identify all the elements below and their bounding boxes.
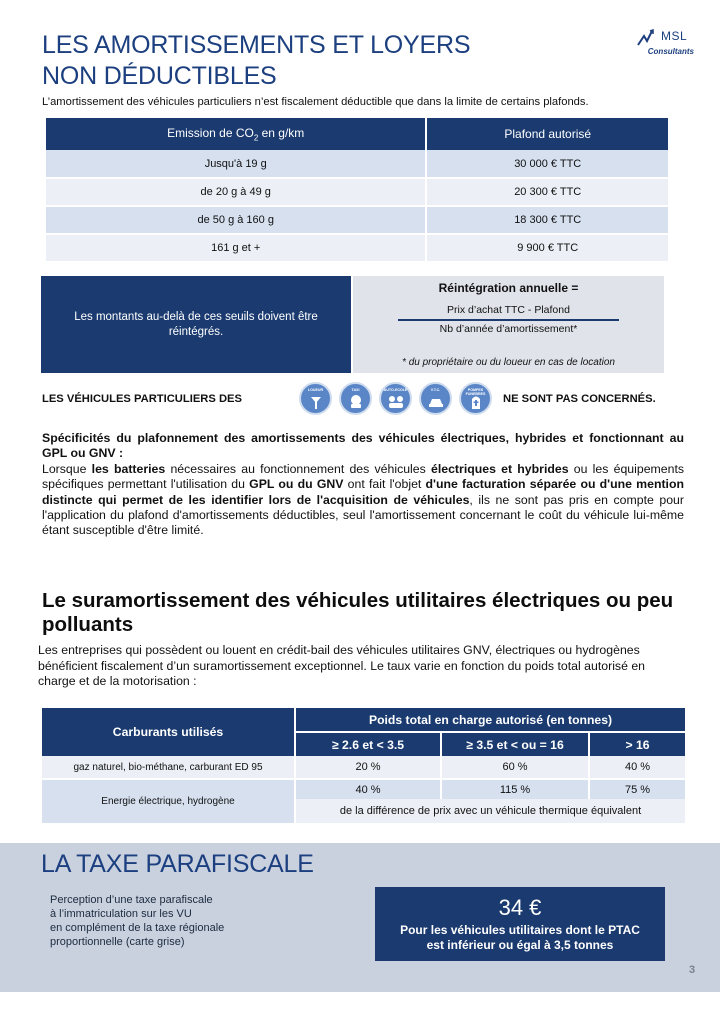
reintegration-note: Les montants au-delà de ces seuils doivent être réintégrés. (41, 276, 351, 373)
formula-footnote: * du propriétaire ou du loueur en cas de location (402, 357, 615, 368)
emission-cell: de 20 g à 49 g (46, 178, 426, 206)
specificites-bold: les batteries (91, 461, 166, 476)
suramortissement-title: Le suramortissement des véhicules utilitaires électriques ou peu polluants (42, 589, 674, 636)
taxe-line: en complément de la taxe régionale (50, 922, 225, 934)
emission-cell: de 50 g à 160 g (46, 206, 426, 234)
specificites-text: ou les équipements spécifiques permettant l'utilisation du (42, 461, 685, 492)
table-row (42, 779, 685, 799)
rate-cell: 60 % (441, 756, 589, 779)
taxe-amount: 34 € (498, 895, 542, 920)
formula-numerator: Prix d’achat TTC - Plafond (447, 304, 570, 316)
suramortissement-table (42, 708, 685, 823)
vtc-icon: V.T.C. (419, 382, 452, 415)
specificites-bold: GPL ou du GNV (249, 477, 344, 492)
loueur-icon: LOUEUR (299, 382, 332, 415)
rate-cell: 40 % (295, 779, 441, 799)
specificites-text: ont fait l'objet (343, 477, 426, 492)
msl-logo (634, 26, 694, 60)
vp-line-left: LES VÉHICULES PARTICULIERS DES (42, 393, 242, 405)
specificites-section (42, 431, 684, 539)
poids-header: Poids total en charge autorisé (en tonnes) (295, 708, 685, 732)
table-row (42, 756, 685, 779)
plafond-cell: 18 300 € TTC (426, 206, 668, 234)
emission-cell: Jusqu'à 19 g (46, 150, 426, 178)
msl-logo-mark-icon (636, 28, 658, 48)
plafond-cell: 9 900 € TTC (426, 234, 668, 262)
specificites-bold: d'une facturation séparée ou d'une mention distincte qui permet de les identifier lors de l'acquisition de véhicules (42, 477, 684, 507)
formula-denominator: Nb d’année d’amortissement* (439, 323, 578, 335)
carburants-header: Carburants utilisés (42, 708, 295, 756)
carburant-label: gaz naturel, bio-méthane, carburant ED 95 (42, 756, 295, 779)
vehicle-category-icons (299, 382, 499, 418)
page-number: 3 (689, 964, 696, 976)
specificites-text: , ils ne sont pas pris en compte pour l'application du plafond d'amortissements déductibles, seul l'amortissement concernant le coût du véhicule lui-même étant susceptible d'être limité. (42, 492, 684, 538)
logo-subtitle: Consultants (647, 47, 694, 56)
co2-column-header: Emission de $CO_2$ en g/km (46, 118, 426, 150)
emission-cell: 161 g et + (46, 234, 426, 262)
page-title-line1: LES AMORTISSEMENTS ET LOYERS (42, 31, 471, 59)
page-title (42, 30, 470, 92)
rate-cell: 75 % (589, 779, 685, 799)
specificites-text: Lorsque (42, 461, 92, 476)
specificites-bold: électriques et hybrides (431, 461, 569, 476)
taxe-line: Perception d’une taxe parafiscale (50, 894, 213, 906)
taxi-icon: TAXI (339, 382, 372, 415)
carburant-label: Energie électrique, hydrogène (42, 779, 295, 823)
table-row (46, 178, 668, 206)
co2-plafond-table (46, 118, 668, 263)
intro-text: L’amortissement des véhicules particuliers n’est fiscalement déductible que dans la limite de certains plafonds. (42, 96, 589, 108)
table-row (46, 150, 668, 178)
rate-cell: 115 % (441, 779, 589, 799)
taxe-title: LA TAXE PARAFISCALE (41, 850, 314, 878)
auto-ecole-icon: AUTO-ECOLE (379, 382, 412, 415)
taxe-description (50, 893, 224, 949)
taxe-line: à l’immatriculation sur les VU (50, 908, 192, 920)
suramortissement-paragraph: Les entreprises qui possèdent ou louent en crédit-bail des véhicules utilitaires GNV, électriques ou hydrogènes bénéficient fiscalement d’un suramortissement exceptionnel. Le taux varie en fonction du poids total autorisé en charge et de la motorisation : (38, 643, 646, 688)
taxe-amount-box (375, 887, 665, 961)
vp-line-right: NE SONT PAS CONCERNÉS. (503, 393, 656, 405)
poids-subheader: ≥ 3.5 et < ou = 16 (441, 732, 589, 756)
formula-title: Réintégration annuelle = (438, 281, 579, 295)
taxe-box-line: est inférieur ou égal à 3,5 tonnes (426, 938, 614, 952)
table-row (46, 206, 668, 234)
rate-cell: 20 % (295, 756, 441, 779)
logo-text: MSL (661, 29, 688, 43)
specificites-text: nécessaires au fonctionnement des véhicules (165, 461, 431, 476)
plafond-column-header: Plafond autorisé (426, 118, 668, 150)
taxe-box-line: Pour les véhicules utilitaires dont le PTAC (400, 923, 640, 937)
plafond-cell: 30 000 € TTC (426, 150, 668, 178)
fraction-line (398, 319, 619, 321)
poids-subheader: > 16 (589, 732, 685, 756)
rate-cell: 40 % (589, 756, 685, 779)
poids-subheader: ≥ 2.6 et < 3.5 (295, 732, 441, 756)
specificites-heading: Spécificités du plafonnement des amortissements des véhicules électriques, hybrides et fonctionnant au GPL ou GNV : (42, 431, 684, 461)
rate-note: de la différence de prix avec un véhicule thermique équivalent (295, 799, 685, 823)
table-row (46, 234, 668, 262)
taxe-line: proportionnelle (carte grise) (50, 936, 185, 948)
pompes-funebres-icon: POMPES FUNEBRES (459, 382, 492, 415)
reintegration-formula (353, 276, 664, 373)
page-title-line2: NON DÉDUCTIBLES (42, 62, 277, 90)
taxe-box-text (375, 923, 665, 953)
plafond-cell: 20 300 € TTC (426, 178, 668, 206)
